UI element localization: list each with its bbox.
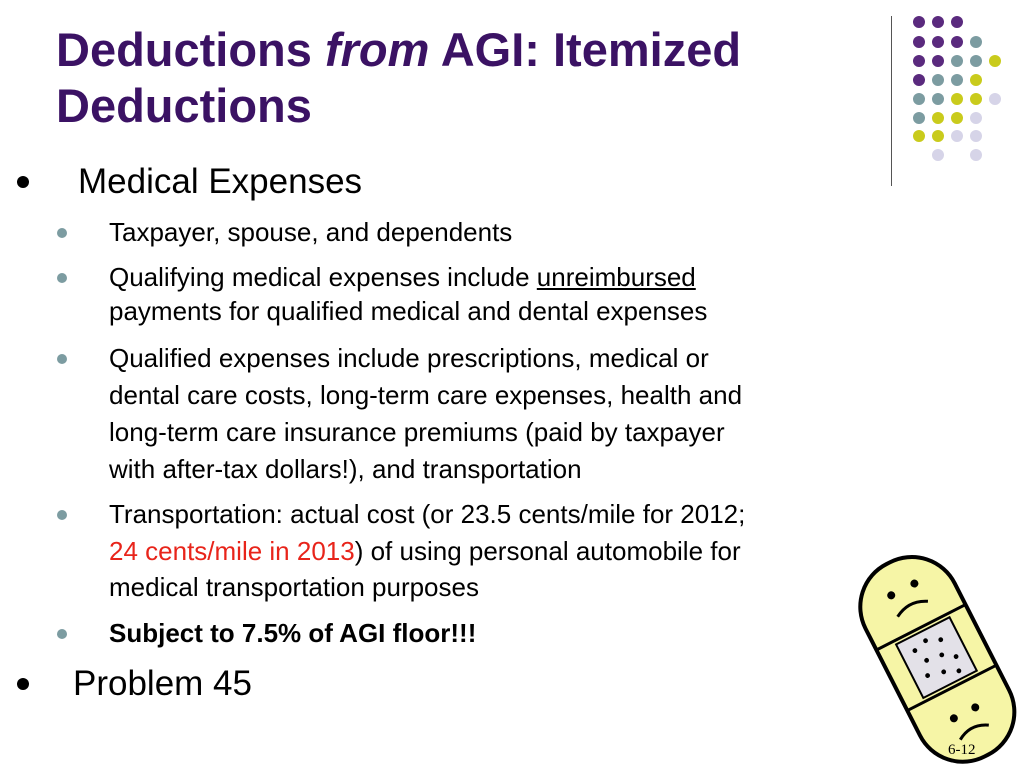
dot bbox=[989, 55, 1001, 67]
title-italic-from: from bbox=[324, 23, 430, 76]
bullet-text: Medical Expenses bbox=[78, 162, 363, 201]
dot bbox=[913, 36, 925, 48]
sub-bullet-text: Taxpayer, spouse, and dependents bbox=[109, 217, 513, 247]
text-fragment: ) of using personal automobile for bbox=[354, 536, 741, 566]
bullet-dot bbox=[17, 176, 29, 188]
dot bbox=[951, 130, 963, 142]
sub-bullet-text-line-1: Qualified expenses include prescriptions, medical or bbox=[109, 343, 709, 373]
dot bbox=[951, 93, 963, 105]
dot bbox=[913, 112, 925, 124]
bandage-icon bbox=[845, 540, 1024, 768]
bullet-text: Problem 45 bbox=[73, 664, 252, 703]
dot bbox=[932, 93, 944, 105]
sub-bullet-dot bbox=[57, 273, 67, 283]
sub-bullet-text-line-2: payments for qualified medical and dental expenses bbox=[109, 296, 708, 326]
title-line-2: Deductions bbox=[56, 79, 312, 132]
sub-bullet-text: Subject to 7.5% of AGI floor!!! bbox=[109, 618, 477, 648]
dot bbox=[913, 130, 925, 142]
sub-bullet-dot bbox=[57, 228, 67, 238]
dot bbox=[951, 74, 963, 86]
underlined-unreimbursed: unreimbursed bbox=[536, 262, 696, 292]
dot bbox=[970, 149, 982, 161]
dot bbox=[932, 130, 944, 142]
title-part-1: Deductions bbox=[56, 23, 325, 76]
bullet-dot bbox=[17, 678, 29, 690]
dot bbox=[932, 55, 944, 67]
title-part-2: AGI: Itemized bbox=[429, 23, 742, 76]
dot bbox=[989, 93, 1001, 105]
sub-bullet-dot bbox=[57, 510, 67, 520]
dot bbox=[932, 149, 944, 161]
dot bbox=[913, 16, 925, 28]
sub-bullet-text-line-3: long-term care insurance premiums (paid by taxpayer bbox=[109, 417, 725, 447]
dot bbox=[970, 55, 982, 67]
sub-bullet-text-line-4: with after-tax dollars!), and transportation bbox=[109, 454, 582, 484]
sub-bullet-text-line-1 bbox=[109, 262, 696, 293]
dot bbox=[970, 93, 982, 105]
sub-bullet-dot bbox=[57, 354, 67, 364]
dot bbox=[932, 112, 944, 124]
sub-bullet-text-line-2: dental care costs, long-term care expenses, health and bbox=[109, 380, 743, 410]
sub-bullet-text-line-2 bbox=[109, 536, 741, 567]
dot bbox=[932, 74, 944, 86]
red-highlight-2013-rate: 24 cents/mile in 2013 bbox=[109, 536, 355, 566]
dot bbox=[913, 74, 925, 86]
dot bbox=[932, 36, 944, 48]
dot bbox=[970, 36, 982, 48]
sub-bullet-text-line-1: Transportation: actual cost (or 23.5 cents/mile for 2012; bbox=[109, 499, 746, 529]
sub-bullet-text-line-3: medical transportation purposes bbox=[109, 572, 479, 602]
dot bbox=[913, 55, 925, 67]
dot bbox=[951, 36, 963, 48]
dot bbox=[970, 130, 982, 142]
dot bbox=[932, 16, 944, 28]
sub-bullet-dot bbox=[57, 629, 67, 639]
dot bbox=[913, 93, 925, 105]
dot bbox=[951, 112, 963, 124]
dot bbox=[970, 112, 982, 124]
dot bbox=[970, 74, 982, 86]
dot bbox=[951, 55, 963, 67]
page-number: 6-12 bbox=[948, 742, 976, 758]
text-fragment: Qualifying medical expenses include bbox=[109, 262, 537, 292]
dot bbox=[951, 16, 963, 28]
